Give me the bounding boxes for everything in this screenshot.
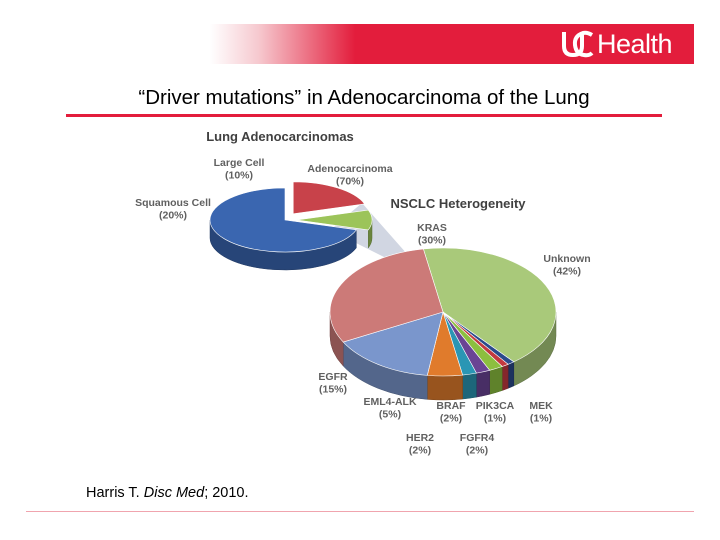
citation-author: Harris T.: [86, 485, 140, 501]
label-adenocarcinoma: Adenocarcinoma (70%): [307, 163, 393, 188]
big-pie-side-fgfr4: [490, 367, 503, 395]
label-braf: BRAF (2%): [436, 400, 466, 425]
label-egfr: EGFR (15%): [318, 371, 348, 396]
label-unknown: Unknown (42%): [543, 253, 591, 278]
label-pik3ca: PIK3CA (1%): [475, 400, 515, 425]
big-pie-side-eml4-alk: [427, 375, 462, 400]
big-pie-side-her2: [463, 373, 477, 399]
citation-year: ; 2010.: [204, 485, 249, 501]
label-eml4-alk: EML4-ALK (5%): [363, 396, 417, 421]
big-pie-title: NSCLC Heterogeneity: [390, 196, 526, 211]
label-squamous-cell: Squamous Cell (20%): [135, 197, 211, 222]
big-pie-side-pik3ca: [502, 364, 508, 390]
footer-rule: [26, 511, 694, 512]
small-pie-title: Lung Adenocarcinomas: [206, 129, 354, 144]
citation: [86, 485, 249, 501]
big-pie-side-braf: [476, 370, 489, 397]
label-mek: MEK (1%): [529, 400, 553, 425]
brand-text: Health: [596, 28, 672, 59]
slide-title: “Driver mutations” in Adenocarcinoma of the Lung: [138, 86, 590, 109]
label-kras: KRAS (30%): [417, 222, 447, 247]
citation-journal: Disc Med: [143, 485, 205, 501]
big-pie-side-mek: [508, 362, 514, 388]
label-fgfr4: FGFR4 (2%): [459, 432, 495, 457]
label-her2: HER2 (2%): [405, 432, 435, 457]
label-large-cell: Large Cell (10%): [213, 157, 265, 182]
